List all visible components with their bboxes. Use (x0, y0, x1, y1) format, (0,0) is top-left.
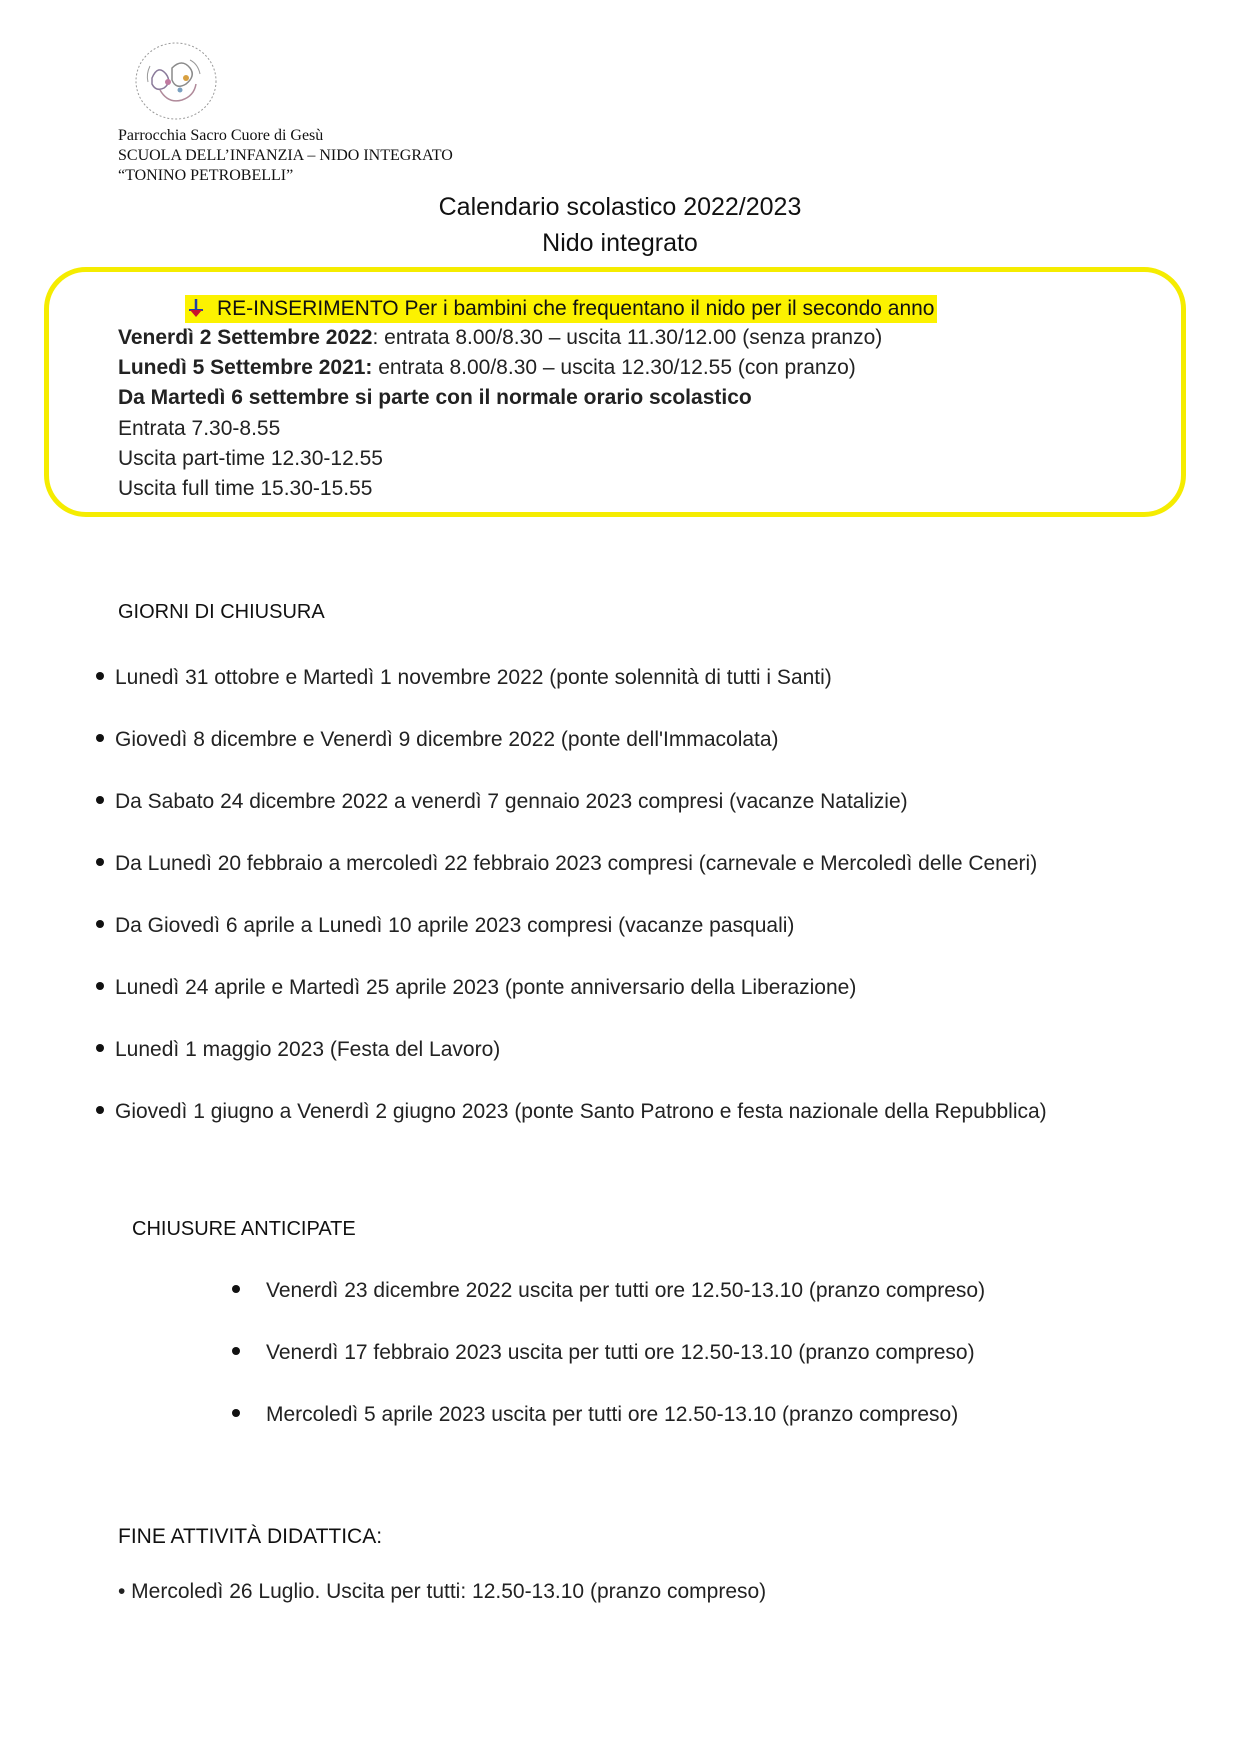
end-activity-item: • Mercoledì 26 Luglio. Uscita per tutti: 12.50-13.10 (pranzo compreso) (118, 1580, 767, 1603)
page-title: Calendario scolastico 2022/2023 (438, 193, 802, 221)
school-header (118, 126, 453, 186)
list-item-text: Mercoledì 5 aprile 2023 uscita per tutti ore 12.50-13.10 (pranzo compreso) (266, 1403, 959, 1426)
bullet-icon (96, 672, 104, 680)
box-line-2-date: Lunedì 5 Settembre 2021: (118, 356, 373, 379)
bullet-icon (96, 796, 104, 804)
list-item (232, 1338, 975, 1368)
list-item-text: Da Lunedì 20 febbraio a mercoledì 22 febbraio 2023 compresi (carnevale e Mercoledì delle Ceneri) (115, 852, 1038, 875)
list-item-text: Lunedì 24 aprile e Martedì 25 aprile 2023 (ponte anniversario della Liberazione) (115, 976, 857, 999)
box-line-1-date: Venerdì 2 Settembre 2022 (118, 326, 373, 349)
list-item-text: Da Giovedì 6 aprile a Lunedì 10 aprile 2023 compresi (vacanze pasquali) (115, 914, 795, 937)
bullet-icon (96, 1044, 104, 1052)
box-line-6: Uscita full time 15.30-15.55 (118, 477, 373, 500)
list-item-text: Lunedì 31 ottobre e Martedì 1 novembre 2022 (ponte solennità di tutti i Santi) (115, 666, 832, 689)
closures-heading: GIORNI DI CHIUSURA (118, 601, 325, 623)
reinsertion-text: Per i bambini che frequentano il nido per il secondo anno (398, 297, 935, 320)
bullet-icon (96, 920, 104, 928)
list-item (96, 849, 1037, 879)
box-line-1-text: : entrata 8.00/8.30 – uscita 11.30/12.00 (senza pranzo) (372, 326, 883, 349)
list-item-text: Giovedì 8 dicembre e Venerdì 9 dicembre 2022 (ponte dell'Immacolata) (115, 728, 779, 751)
list-item (96, 663, 832, 693)
list-item (96, 973, 856, 1003)
list-item (96, 1097, 1047, 1127)
bullet-icon (96, 982, 104, 990)
list-item (232, 1276, 985, 1306)
bullet-icon (96, 734, 104, 742)
list-item-text: Venerdì 23 dicembre 2022 uscita per tutti ore 12.50-13.10 (pranzo compreso) (266, 1279, 986, 1302)
reinsertion-label: RE-INSERIMENTO (217, 297, 399, 320)
box-line-2 (118, 353, 856, 383)
bullet-icon (232, 1409, 240, 1417)
box-line-5: Uscita part-time 12.30-12.55 (118, 447, 383, 470)
box-line-1 (118, 323, 882, 353)
early-closures-heading: CHIUSURE ANTICIPATE (132, 1218, 356, 1240)
parish-school-logo (130, 38, 222, 124)
list-item-text: Venerdì 17 febbraio 2023 uscita per tutti ore 12.50-13.10 (pranzo compreso) (266, 1341, 975, 1364)
list-item (96, 1035, 500, 1065)
school-name: SCUOLA DELL’INFANZIA – NIDO INTEGRATO (118, 147, 453, 164)
list-item (96, 725, 779, 755)
parish-name: Parrocchia Sacro Cuore di Gesù (118, 127, 324, 144)
end-activity-heading: FINE ATTIVITÀ DIDATTICA: (118, 1525, 383, 1548)
school-dedication: “TONINO PETROBELLI” (118, 167, 294, 184)
box-line-2-text: entrata 8.00/8.30 – uscita 12.30/12.55 (con pranzo) (372, 356, 856, 379)
reinsertion-heading (185, 295, 937, 323)
bullet-icon (232, 1285, 240, 1293)
bullet-icon (232, 1347, 240, 1355)
list-item (96, 787, 908, 817)
list-item-text: Lunedì 1 maggio 2023 (Festa del Lavoro) (115, 1038, 501, 1061)
arrow-down-icon (187, 298, 205, 318)
list-item-text: Giovedì 1 giugno a Venerdì 2 giugno 2023 (ponte Santo Patrono e festa nazionale della Repubblica) (115, 1100, 1047, 1123)
list-item (96, 911, 794, 941)
list-item (232, 1400, 958, 1430)
page-subtitle: Nido integrato (542, 229, 698, 257)
box-line-4: Entrata 7.30-8.55 (118, 417, 281, 440)
bullet-icon (96, 858, 104, 866)
bullet-icon (96, 1106, 104, 1114)
list-item-text: Da Sabato 24 dicembre 2022 a venerdì 7 gennaio 2023 compresi (vacanze Natalizie) (115, 790, 908, 813)
box-line-3: Da Martedì 6 settembre si parte con il normale orario scolastico (118, 386, 752, 409)
